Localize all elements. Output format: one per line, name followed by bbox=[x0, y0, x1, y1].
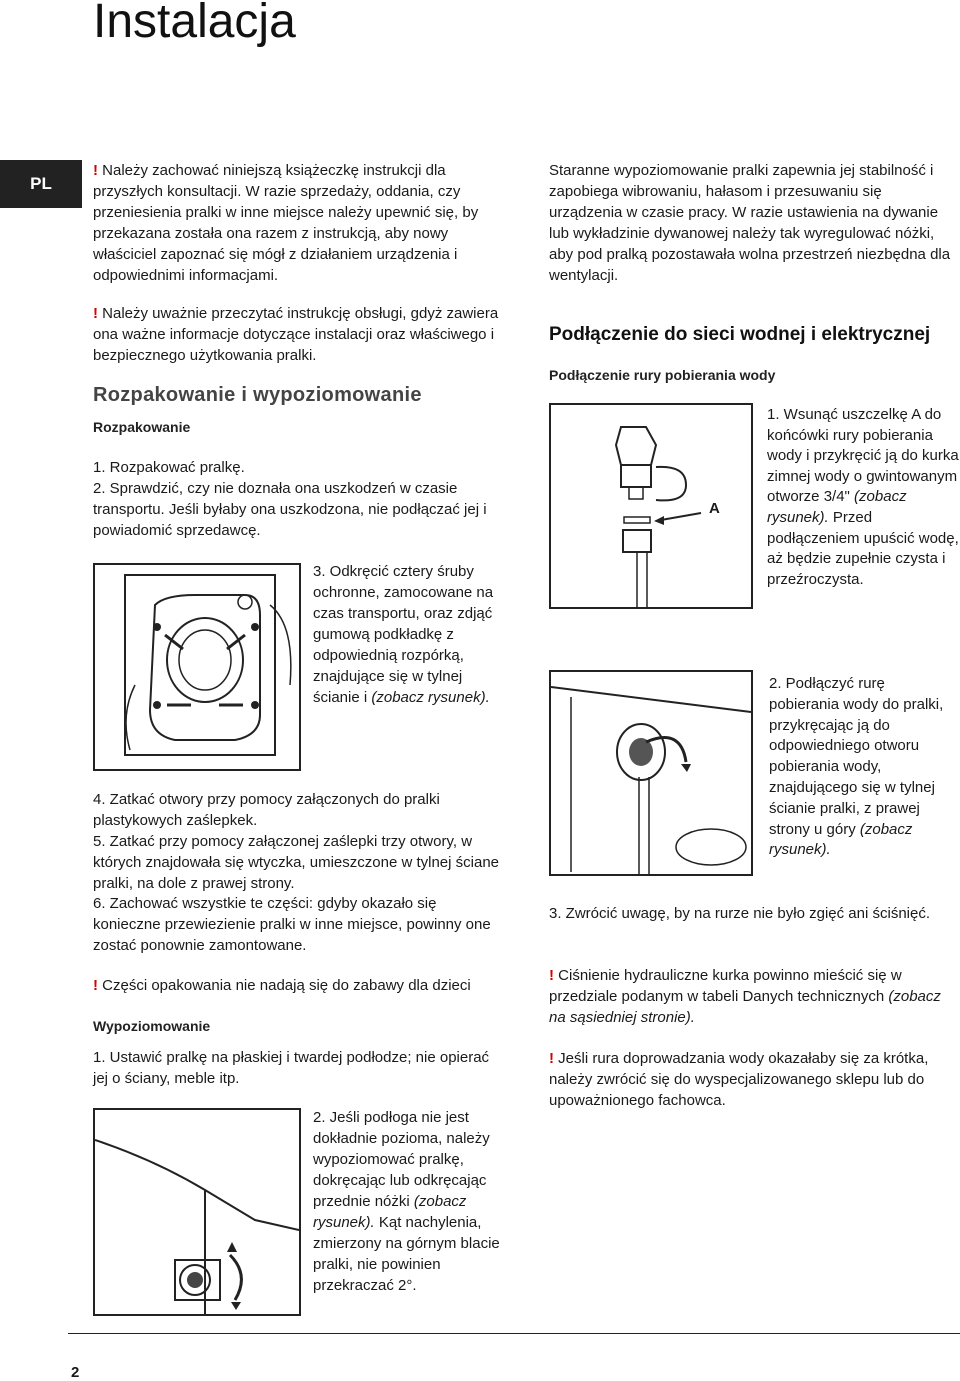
section-title-unpacking: Rozpakowanie i wypoziomowanie bbox=[93, 384, 422, 406]
hose-connection-illustration bbox=[551, 672, 751, 874]
intro-leveling-importance: Staranne wypoziomowanie pralki zapewnia jej stabilność i zapobiega wibrowaniu, hałasom i przesuwaniu się urządzenia w czasie pracy. W razie ustawienia na dywanie lub wykładzinie dywanowej należy tak wyregulować nóżki, aby pod pralką pozostawała wolna przestrzeń niezbędna dla wentylacji. bbox=[549, 162, 951, 284]
note-keep-manual: ! Należy zachować niniejszą książeczkę instrukcji dla przyszłych konsultacji. W razie sprzedaży, oddania, czy przeniesienia pralki w inne miejsce należy upewnić się, by przekazana została ona razem z instrukcją, aby nowy właściciel zapoznać się mógł z działaniem urządzenia i odpowiednimi informacjami. bbox=[93, 162, 479, 284]
note-water-pressure: ! Ciśnienie hydrauliczne kurka powinno mieścić się w przedziale podanym w tabeli Danych technicznych (zobacz na sąsiedniej stronie). bbox=[549, 967, 941, 1026]
unpack-step-6: 6. Zachować wszystkie te części: gdyby okazało się konieczne przewiezienie pralki w inne miejsce, powinny one zostać ponownie zamontowane. bbox=[93, 895, 491, 954]
water-tap-illustration bbox=[551, 405, 751, 607]
water-step-2: 2. Podłączyć rurę pobierania wody do pralki, przykręcając ją do odpowiedniego otworu pobierania wody, znajdującego się w tylnej ścianie pralki, z prawej strony u góry (zobacz rysunek). bbox=[769, 675, 944, 859]
note-read-carefully: ! Należy uważnie przeczytać instrukcję obsługi, gdyż zawiera ona ważne informacje dotyczące instalacji oraz właściwego i bezpiecznego użytkowania pralki. bbox=[93, 305, 499, 364]
subsection-title-leveling: Wypoziomowanie bbox=[93, 1018, 211, 1034]
warning-mark: ! bbox=[93, 305, 98, 322]
unpack-step-1: 1. Rozpakować pralkę. bbox=[93, 459, 245, 476]
warning-mark: ! bbox=[93, 162, 98, 179]
page-title: Instalacja bbox=[93, 0, 296, 48]
warning-mark: ! bbox=[549, 1050, 554, 1067]
subsection-title-water-pipe: Podłączenie rury pobierania wody bbox=[549, 367, 776, 383]
unpack-step-3: 3. Odkręcić cztery śruby ochronne, zamocowane na czas transportu, oraz zdjąć gumową podkładkę z odpowiednią rozpórką, znajdujące się w tylnej ścianie i (zobacz rysunek). bbox=[313, 563, 494, 706]
note-packaging-children: ! Części opakowania nie nadają się do zabawy dla dzieci bbox=[93, 977, 471, 994]
water-step-3: 3. Zwrócić uwagę, by na rurze nie było zgięć ani ściśnięć. bbox=[549, 905, 931, 922]
section-title-connection: Podłączenie do sieci wodnej i elektrycznej bbox=[549, 324, 931, 345]
figure-tap-seal bbox=[549, 403, 753, 609]
figure-label-a: A bbox=[709, 500, 720, 517]
washing-machine-rear-illustration bbox=[95, 565, 299, 769]
figure-transport-bolts bbox=[93, 563, 301, 771]
subsection-title-unpacking: Rozpakowanie bbox=[93, 419, 191, 435]
washing-machine-foot-illustration bbox=[95, 1110, 299, 1314]
footer-divider bbox=[68, 1333, 960, 1334]
note-hose-too-short: ! Jeśli rura doprowadzania wody okazałaby się za krótka, należy zwrócić się do wyspecjalizowanego sklepu lub do upoważnionego fachowca. bbox=[549, 1050, 929, 1109]
level-step-2: 2. Jeśli podłoga nie jest dokładnie pozioma, należy wypoziomować pralkę, dokręcając lub odkręcając przednie nóżki (zobacz rysunek). Kąt nachylenia, zmierzony na górnym blacie pralki, nie powinien przekraczać 2°. bbox=[313, 1109, 500, 1294]
unpack-step-4: 4. Zatkać otwory przy pomocy załączonych do pralki plastykowych zaślepkek. bbox=[93, 791, 440, 829]
language-tab: PL bbox=[0, 160, 82, 208]
figure-adjustable-foot bbox=[93, 1108, 301, 1316]
warning-mark: ! bbox=[549, 967, 554, 984]
unpack-step-2: 2. Sprawdzić, czy nie doznała ona uszkodzeń w czasie transportu. Jeśli byłaby ona uszkodzona, nie podłączać jej i powiadomić sprzedawcę. bbox=[93, 480, 487, 539]
level-step-1: 1. Ustawić pralkę na płaskiej i twardej podłodze; nie opierać jej o ściany, meble itp. bbox=[93, 1049, 490, 1087]
page-number: 2 bbox=[71, 1364, 80, 1381]
figure-hose-connection bbox=[549, 670, 753, 876]
unpack-step-5: 5. Zatkać przy pomocy załączonej zaślepki trzy otwory, w których znajdowała się wtyczka, umieszczone w tylnej ściane pralki, na dole z prawej strony. bbox=[93, 833, 500, 892]
water-step-1: 1. Wsunąć uszczelkę A do końcówki rury pobierania wody i przykręcić ją do kurka zimnej wody o gwintowanym otworze 3/4" (zobacz rysunek). Przed podłączeniem upuścić wodę, aż będzie zupełnie czysta i przeźroczysta. bbox=[767, 406, 959, 588]
warning-mark: ! bbox=[93, 977, 98, 994]
